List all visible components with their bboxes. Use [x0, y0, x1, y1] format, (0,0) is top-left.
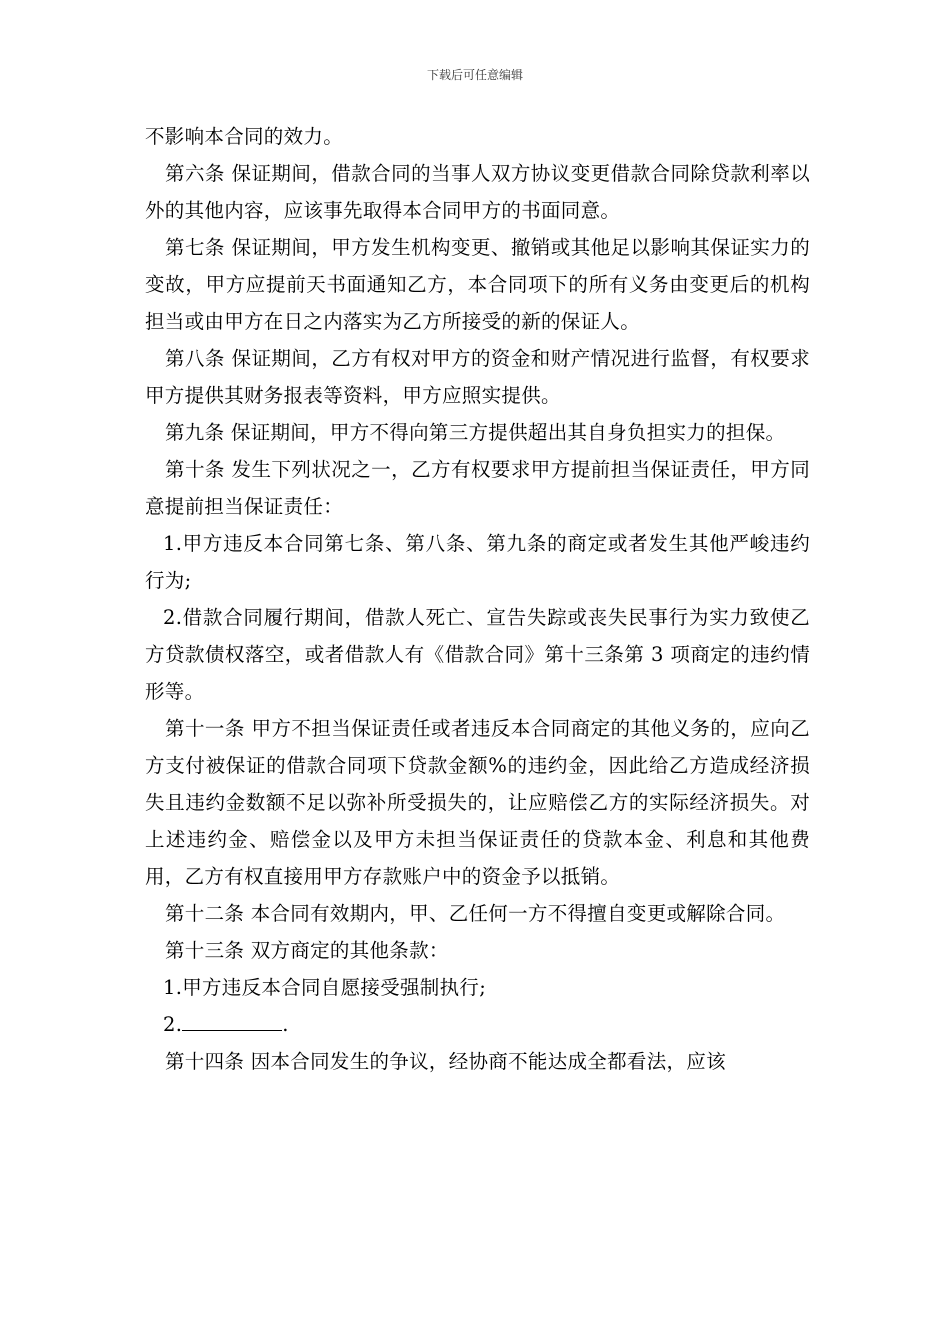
article-14: 第十四条 因本合同发生的争议，经协商不能达成全都看法，应该 [165, 1050, 726, 1073]
article-12: 第十二条 本合同有效期内，甲、乙任何一方不得擅自变更或解除合同。 [165, 902, 786, 925]
article-7: 第七条 保证期间，甲方发生机构变更、撤销或其他足以影响其保证实力的变故，甲方应提前天书面通知乙方，本合同项下的所有义务由变更后的机构担当或由甲方在日之内落实为乙方所接受的新的保证人。 [145, 236, 810, 333]
page-header: 下载后可任意编辑 [426, 68, 523, 82]
article-13-item-2 [145, 1006, 810, 1043]
article-13: 第十三条 双方商定的其他条款： [165, 939, 449, 962]
article-9: 第九条 保证期间，甲方不得向第三方提供超出其自身负担实力的担保。 [165, 421, 786, 444]
document-body [145, 118, 810, 1080]
article-10: 第十条 发生下列状况之一，乙方有权要求甲方提前担当保证责任，甲方同意提前担当保证责任： [145, 458, 810, 518]
paragraph-continuation: 不影响本合同的效力。 [145, 125, 344, 148]
article-8: 第八条 保证期间，乙方有权对甲方的资金和财产情况进行监督，有权要求甲方提供其财务报表等资料，甲方应照实提供。 [145, 347, 810, 407]
article-13-item-1: 1.甲方违反本合同自愿接受强制执行; [163, 976, 487, 999]
item-2-prefix: 2. [163, 1013, 183, 1036]
article-11: 第十一条 甲方不担当保证责任或者违反本合同商定的其他义务的，应向乙方支付被保证的借款合同项下贷款金额%的违约金，因此给乙方造成经济损失且违约金数额不足以弥补所受损失的，让应赔偿乙方的实际经济损失。对上述违约金、赔偿金以及甲方未担当保证责任的贷款本金、利息和其他费用，乙方有权直接用甲方存款账户中的资金予以抵销。 [145, 717, 810, 888]
article-6: 第六条 保证期间，借款合同的当事人双方协议变更借款合同除贷款利率以外的其他内容，应该事先取得本合同甲方的书面同意。 [145, 162, 810, 222]
fill-in-blank [182, 1014, 282, 1031]
article-10-item-2: 2.借款合同履行期间，借款人死亡、宣告失踪或丧失民事行为实力致使乙方贷款债权落空，或者借款人有《借款合同》第十三条第 3 项商定的违约情形等。 [145, 606, 810, 703]
article-10-item-1: 1.甲方违反本合同第七条、第八条、第九条的商定或者发生其他严峻违约行为; [145, 532, 810, 592]
item-2-suffix: . [282, 1013, 289, 1036]
